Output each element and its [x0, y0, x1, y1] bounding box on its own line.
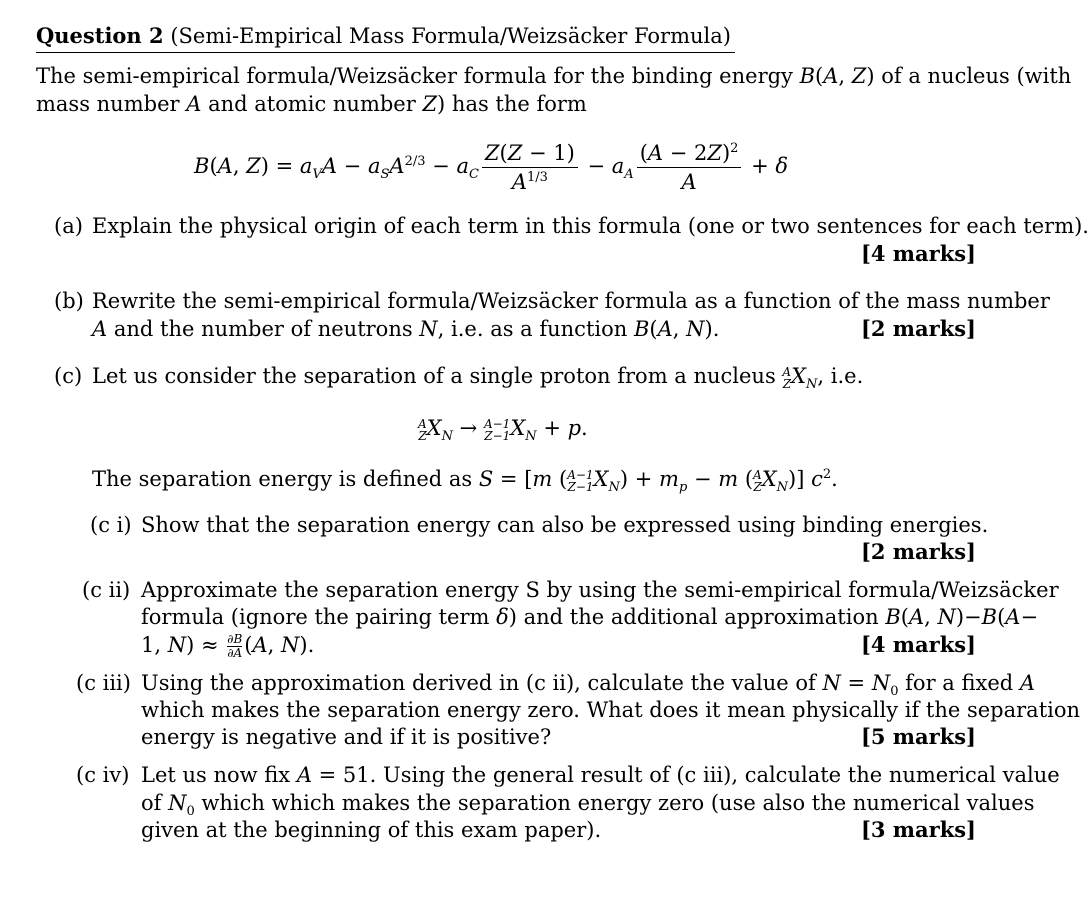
part-a-marks: [4 marks]	[860, 241, 976, 266]
separation-energy-definition: The separation energy is defined as S = [m ( A−1 Z−1 $X_N) + m_p - m$ ( A Z $X_N$)] $c^2$.	[92, 467, 838, 496]
part-cii-line-1: Approximate the separation energy S by using the semi-empirical formula/Weizsäcker	[141, 578, 1059, 602]
part-ciii-label: (c iii)	[76, 671, 131, 695]
part-c-label: (c)	[54, 364, 83, 388]
part-cii-line-2: formula (ignore the pairing term δ) and the additional approximation B(A, N)−B(A−	[141, 605, 1039, 629]
part-ciii-marks: [5 marks]	[860, 724, 976, 749]
part-cii-marks: [4 marks]	[860, 632, 976, 657]
part-ci-marks: [2 marks]	[860, 539, 976, 564]
question-number: Question 2	[36, 23, 164, 48]
part-civ-marks: [3 marks]	[860, 817, 976, 842]
semi-empirical-formula: B(A, $Z) = a_VA - a_SA^{2/3} - a_C$ $\frac{Z(Z - 1)}{A^{1/3}}$ − $a_A$ $\frac{(A - 2Z)^2}{A}$ + δ	[194, 141, 789, 194]
part-civ-line-3: given at the beginning of this exam paper).	[141, 818, 602, 842]
part-cii-label: (c ii)	[82, 578, 131, 602]
part-ci-text: Show that the separation energy can also be expressed using binding energies.	[141, 513, 989, 537]
part-b-marks: [2 marks]	[860, 316, 976, 341]
part-civ-line-2: of $N_0$ which which makes the separation energy zero (use also the numerical values	[141, 791, 1035, 820]
intro-line-2: mass number A and atomic number Z) has the form	[36, 92, 587, 116]
question-title	[36, 22, 735, 53]
part-ci-label: (c i)	[90, 513, 132, 537]
question-topic: (Semi-Empirical Mass Formula/Weizsäcker Formula)	[170, 24, 731, 48]
part-a-text: Explain the physical origin of each term in this formula (one or two sentences for each term).	[92, 214, 1089, 238]
part-civ-line-1: Let us now fix A = 51. Using the general result of (c iii), calculate the numerical value	[141, 763, 1060, 787]
part-ciii-line-3: energy is negative and if it is positive?	[141, 725, 552, 749]
part-ciii-line-2: which makes the separation energy zero. What does it mean physically if the separation	[141, 698, 1081, 722]
part-b-line-2: A and the number of neutrons N, i.e. as a function B(A, N).	[92, 317, 720, 341]
part-c-intro: Let us consider the separation of a single proton from a nucleus A Z $X_N$, i.e.	[92, 364, 864, 393]
part-b-label: (b)	[54, 289, 84, 313]
part-a-label: (a)	[54, 214, 83, 238]
intro-line-1: The semi-empirical formula/Weizsäcker formula for the binding energy B(A, Z) of a nucleus (with	[36, 64, 1072, 88]
part-civ-label: (c iv)	[76, 763, 130, 787]
part-cii-line-3: 1, N) ≈ $\frac{\partial B}{\partial A}$ (A, N).	[141, 632, 315, 660]
proton-separation-reaction: A Z $X_N$ → A−1 Z−1 $X_N + p$.	[418, 416, 588, 445]
part-b-line-1: Rewrite the semi-empirical formula/Weizsäcker formula as a function of the mass number	[92, 289, 1050, 313]
part-ciii-line-1: Using the approximation derived in (c ii), calculate the value of $N = N_0$ for a fixed A	[141, 671, 1036, 700]
